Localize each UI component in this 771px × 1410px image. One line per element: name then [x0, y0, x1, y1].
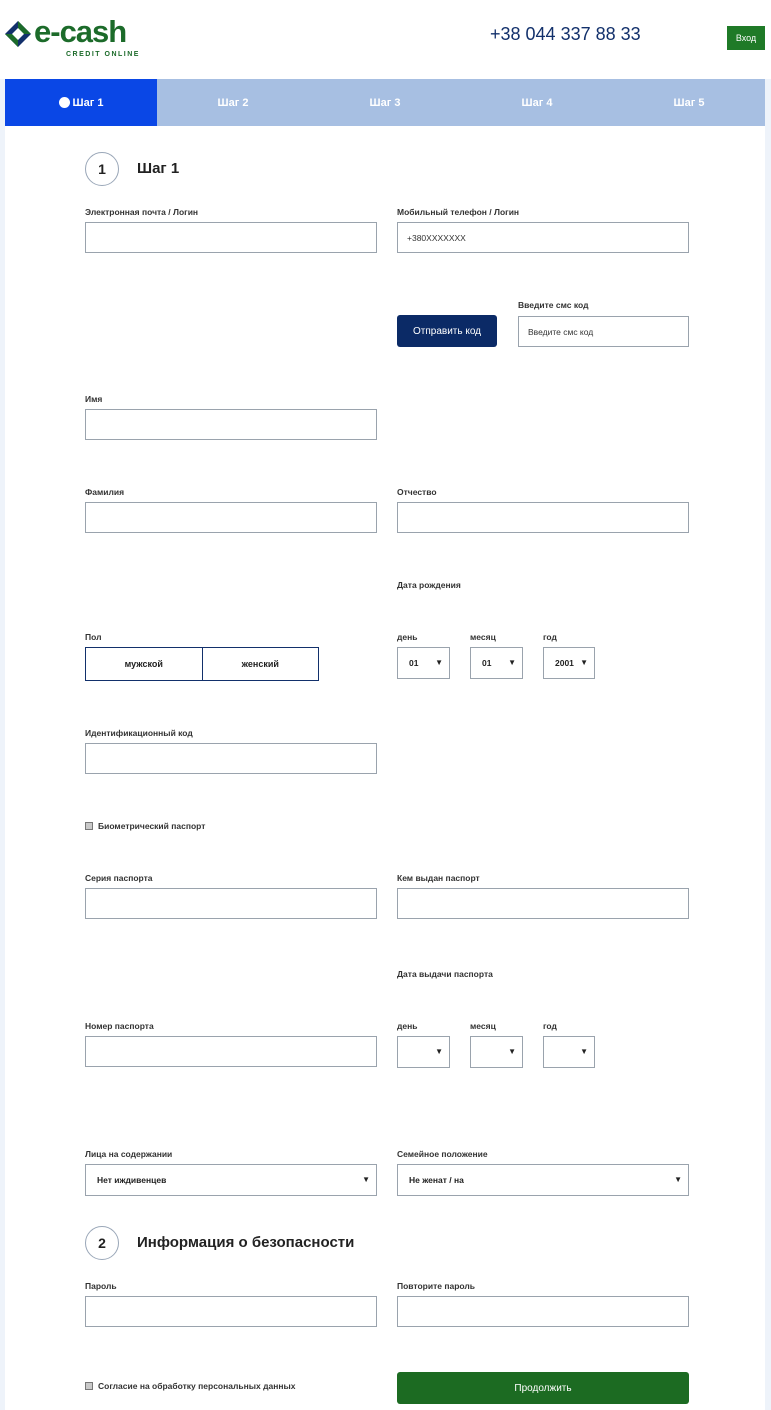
- biometric-passport-checkbox[interactable]: [85, 822, 93, 830]
- sms-code-label: Введите смс код: [518, 300, 589, 310]
- step-2-label: Шаг 2: [217, 96, 249, 109]
- chevron-down-icon: ▼: [674, 1175, 682, 1184]
- id-code-label: Идентификационный код: [85, 728, 193, 738]
- step-4-label: Шаг 4: [521, 96, 553, 109]
- dependents-select[interactable]: [85, 1164, 377, 1196]
- step-1-label: Шаг 1: [72, 96, 104, 109]
- section-2-number: 2: [85, 1226, 119, 1260]
- step-5-label: Шаг 5: [673, 96, 705, 109]
- passport-series-input[interactable]: [85, 888, 377, 919]
- patronymic-input[interactable]: [397, 502, 689, 533]
- consent-checkbox[interactable]: [85, 1382, 93, 1390]
- marital-select[interactable]: [397, 1164, 689, 1196]
- birth-day-label: день: [397, 632, 418, 642]
- step-1-tab[interactable]: [5, 79, 157, 126]
- birth-date-label: Дата рождения: [397, 580, 461, 590]
- header: [0, 0, 771, 79]
- gender-toggle: [85, 647, 319, 681]
- passport-day-label: день: [397, 1021, 418, 1031]
- password-input[interactable]: [85, 1296, 377, 1327]
- marital-label: Семейное положение: [397, 1149, 488, 1159]
- passport-month-select[interactable]: [470, 1036, 523, 1068]
- email-label: Электронная почта / Логин: [85, 207, 199, 217]
- first-name-input[interactable]: [85, 409, 377, 440]
- birth-year-select[interactable]: [543, 647, 595, 679]
- login-button[interactable]: Вход: [727, 26, 765, 50]
- dependents-value: Нет иждивенцев: [97, 1175, 167, 1185]
- consent-row[interactable]: [85, 1381, 295, 1391]
- birth-day-select[interactable]: [397, 647, 450, 679]
- chevron-down-icon: ▼: [435, 658, 443, 667]
- chevron-down-icon: ▼: [580, 658, 588, 667]
- first-name-label: Имя: [85, 394, 103, 404]
- step-2-tab[interactable]: [157, 79, 309, 126]
- biometric-passport-label: Биометрический паспорт: [98, 821, 206, 831]
- chevron-down-icon: ▼: [580, 1047, 588, 1056]
- sms-code-input[interactable]: [518, 316, 689, 347]
- step-4-tab[interactable]: [461, 79, 613, 126]
- consent-label: Согласие на обработку персональных данных: [98, 1381, 296, 1391]
- section-2-title: Информация о безопасности: [137, 1234, 355, 1251]
- passport-issuer-label: Кем выдан паспорт: [397, 873, 480, 883]
- continue-button[interactable]: Продолжить: [397, 1372, 689, 1404]
- logo-subtitle: CREDIT ONLINE: [66, 51, 140, 58]
- send-code-button[interactable]: Отправить код: [397, 315, 497, 347]
- section-1-title: Шаг 1: [137, 160, 180, 177]
- biometric-passport-row[interactable]: [85, 821, 205, 831]
- logo-wordmark: e-cash: [34, 14, 127, 49]
- phone-number[interactable]: +38 044 337 88 33: [490, 24, 641, 44]
- passport-date-label: Дата выдачи паспорта: [397, 969, 493, 979]
- step-5-tab[interactable]: [613, 79, 765, 126]
- passport-day-select[interactable]: [397, 1036, 450, 1068]
- birth-year-label: год: [543, 632, 557, 642]
- password-repeat-input[interactable]: [397, 1296, 689, 1327]
- dependents-label: Лица на содержании: [85, 1149, 173, 1159]
- step-3-tab[interactable]: [309, 79, 461, 126]
- passport-series-label: Серия паспорта: [85, 873, 153, 883]
- gender-male-option[interactable]: мужской: [124, 659, 163, 669]
- email-input[interactable]: [85, 222, 377, 253]
- passport-number-label: Номер паспорта: [85, 1021, 154, 1031]
- marital-value: Не женат / на: [409, 1175, 464, 1185]
- birth-month-label: месяц: [470, 632, 496, 642]
- chevron-down-icon: ▼: [435, 1047, 443, 1056]
- logo[interactable]: [4, 14, 144, 64]
- passport-year-label: год: [543, 1021, 557, 1031]
- birth-day-value: 01: [409, 658, 419, 668]
- step-3-label: Шаг 3: [369, 96, 401, 109]
- id-code-input[interactable]: [85, 743, 377, 774]
- steps-bar: [5, 79, 765, 126]
- gender-label: Пол: [85, 632, 102, 642]
- last-name-label: Фамилия: [85, 487, 125, 497]
- gender-female-option[interactable]: женский: [202, 648, 319, 680]
- passport-year-select[interactable]: [543, 1036, 595, 1068]
- chevron-down-icon: ▼: [362, 1175, 370, 1184]
- password-label: Пароль: [85, 1281, 117, 1291]
- chevron-down-icon: ▼: [508, 1047, 516, 1056]
- passport-issuer-input[interactable]: [397, 888, 689, 919]
- last-name-input[interactable]: [85, 502, 377, 533]
- active-step-dot-icon: [59, 97, 70, 108]
- phone-label: Мобильный телефон / Логин: [397, 207, 520, 217]
- password-repeat-label: Повторите пароль: [397, 1281, 475, 1291]
- section-1-number: 1: [85, 152, 119, 186]
- passport-month-label: месяц: [470, 1021, 496, 1031]
- birth-month-value: 01: [482, 658, 492, 668]
- chevron-down-icon: ▼: [508, 658, 516, 667]
- birth-month-select[interactable]: [470, 647, 523, 679]
- birth-year-value: 2001: [555, 658, 574, 668]
- logo-diamond-icon: [4, 20, 32, 48]
- phone-input[interactable]: [397, 222, 689, 253]
- patronymic-label: Отчество: [397, 487, 437, 497]
- passport-number-input[interactable]: [85, 1036, 377, 1067]
